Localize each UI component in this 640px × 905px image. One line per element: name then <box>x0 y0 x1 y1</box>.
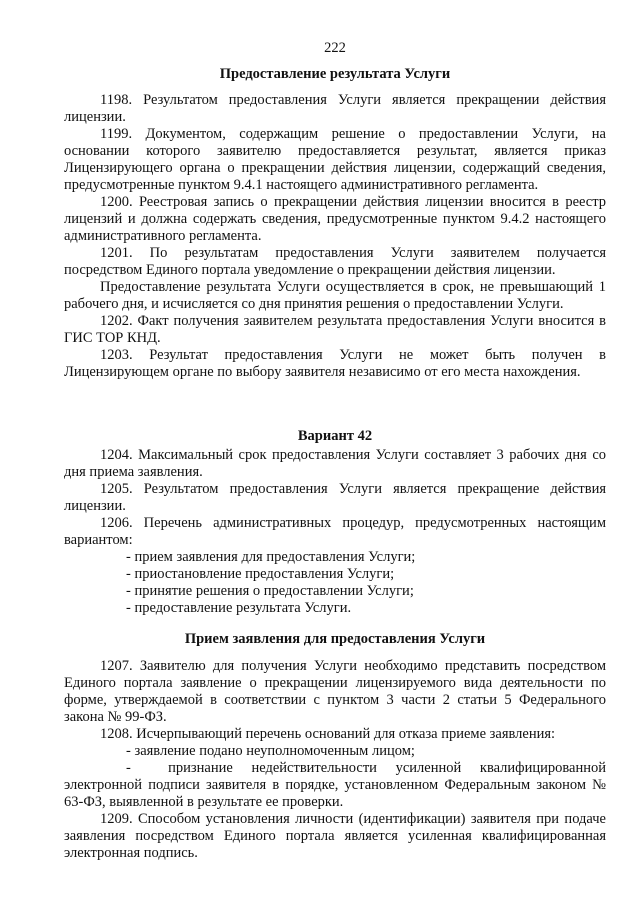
paragraph-1202: 1202. Факт получения заявителем результата предоставления Услуги вносится в ГИС ТОР КНД. <box>64 313 606 346</box>
variant-body <box>64 447 606 617</box>
section2-body <box>64 658 606 862</box>
page-number: 222 <box>324 40 346 56</box>
paragraph-1208: 1208. Исчерпывающий перечень оснований для отказа приеме заявления: <box>100 726 556 742</box>
paragraph-1209: 1209. Способом установления личности (идентификации) заявителя при подаче заявления посредством Единого портала является усиленная квалифицированная электронная подпись. <box>64 811 606 861</box>
section-heading-result: Предоставление результата Услуги <box>219 66 451 82</box>
refusal-list <box>64 743 606 760</box>
list-item: - приостановление предоставления Услуги; <box>126 566 606 583</box>
section-heading-application: Прием заявления для предоставления Услуги <box>184 631 486 647</box>
list-item: - заявление подано неуполномоченным лицом; <box>126 743 606 760</box>
paragraph-1203: 1203. Результат предоставления Услуги не может быть получен в Лицензирующем органе по выбору заявителя независимо от его места нахождения. <box>64 347 606 380</box>
list-item: - предоставление результата Услуги. <box>126 600 606 617</box>
paragraph-1207: 1207. Заявителю для получения Услуги необходимо представить посредством Единого портала заявление о прекращении лицензируемого вида деятельности по форме, утверждаемой в соответствии с пунктом 3 части 2 статьи 5 Федерального закона № 99-ФЗ. <box>64 658 606 725</box>
paragraph-1200: 1200. Реестровая запись о прекращении действия лицензии вносится в реестр лицензий и должна содержать сведения, предусмотренные пунктом 9.4.2 настоящего административного регламента. <box>64 194 606 244</box>
paragraph-1199: 1199. Документом, содержащим решение о предоставлении Услуги, на основании которого заявителю предоставляется результат, является приказ Лицензирующего органа о прекращении действия лицензии, содержащий сведения, предусмотренные пунктом 9.4.1 настоящего административного регламента. <box>64 126 606 193</box>
paragraph-result-term: Предоставление результата Услуги осуществляется в срок, не превышающий 1 рабочего дня, и исчисляется со дня принятия решения о предоставлении Услуги. <box>64 279 606 312</box>
paragraph-signature-invalid: - признание недействительности усиленной квалифицированной электронной подписи заявителя в порядке, установленном Федеральным законом № 63-ФЗ, выявленной в результате ее проверки. <box>64 760 606 810</box>
signature-invalid-text: признание недействительности усиленной квалифицированной электронной подписи заявителя в порядке, установленном Федеральным законом № 63-ФЗ, выявленной в результате ее проверки. <box>64 760 606 810</box>
paragraph-1198: 1198. Результатом предоставления Услуги является прекращении действия лицензии. <box>64 92 606 125</box>
variant-heading: Вариант 42 <box>297 428 373 444</box>
section1-body <box>64 92 606 381</box>
list-item: - принятие решения о предоставлении Услуги; <box>126 583 606 600</box>
list-item: - прием заявления для предоставления Услуги; <box>126 549 606 566</box>
procedures-list <box>64 549 606 617</box>
paragraph-1204: 1204. Максимальный срок предоставления Услуги составляет 3 рабочих дня со дня приема заявления. <box>64 447 606 480</box>
paragraph-1201: 1201. По результатам предоставления Услуги заявителем получается посредством Единого портала уведомление о прекращении действия лицензии. <box>64 245 606 278</box>
paragraph-1206: 1206. Перечень административных процедур, предусмотренных настоящим вариантом: <box>64 515 606 548</box>
paragraph-1205: 1205. Результатом предоставления Услуги является прекращение действия лицензии. <box>64 481 606 514</box>
